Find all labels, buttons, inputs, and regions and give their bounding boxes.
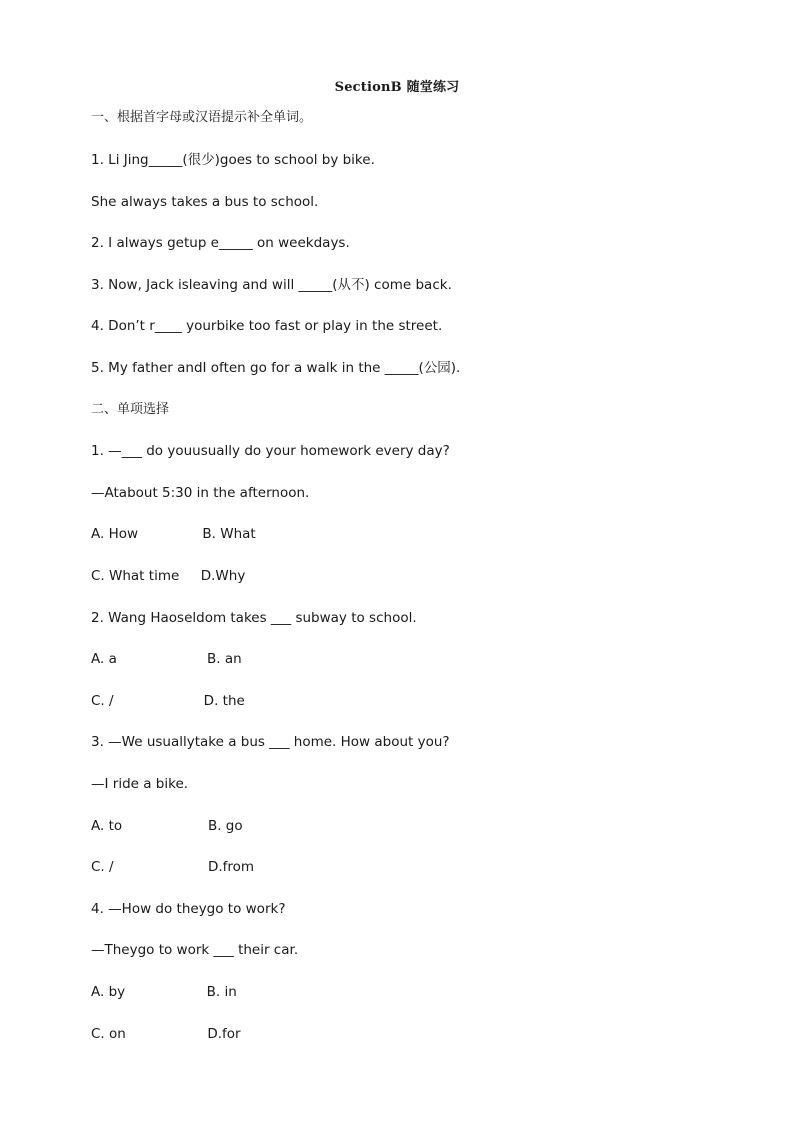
question-line: 3. Now, Jack isleaving and will _____(从不) come back. [91, 277, 452, 293]
options-line: A. How B. What [91, 526, 256, 542]
question-line: 1. Li Jing_____(很少)goes to school by bike. [91, 152, 375, 168]
answer-line: —Theygo to work ___ their car. [91, 942, 299, 958]
page-title: SectionB 随堂练习 [334, 80, 460, 95]
section-heading-multiple-choice: 二、单项选择 [91, 402, 170, 417]
answer-line: —Atabout 5:30 in the afternoon. [91, 485, 310, 501]
question-line: 2. Wang Haoseldom takes ___ subway to school. [91, 610, 417, 626]
options-line: A. to B. go [91, 818, 243, 834]
options-line: C. / D. the [91, 693, 245, 709]
question-line: She always takes a bus to school. [91, 194, 319, 210]
question-line: 4. Don’t r____ yourbike too fast or play in the street. [91, 318, 443, 334]
question-line: 3. —We usuallytake a bus ___ home. How about you? [91, 734, 450, 750]
options-line: C. / D.from [91, 859, 255, 875]
question-line: 1. —___ do youusually do your homework every day? [91, 443, 450, 459]
question-line: 2. I always getup e_____ on weekdays. [91, 235, 350, 251]
options-line: A. by B. in [91, 984, 237, 1000]
answer-line: —I ride a bike. [91, 776, 189, 792]
section-heading-fill-in: 一、根据首字母或汉语提示补全单词。 [91, 110, 313, 125]
question-line: 5. My father andI often go for a walk in the _____(公园). [91, 360, 461, 376]
question-line: 4. —How do theygo to work? [91, 901, 286, 917]
options-line: C. What time D.Why [91, 568, 246, 584]
options-line: C. on D.for [91, 1026, 241, 1042]
options-line: A. a B. an [91, 651, 242, 667]
